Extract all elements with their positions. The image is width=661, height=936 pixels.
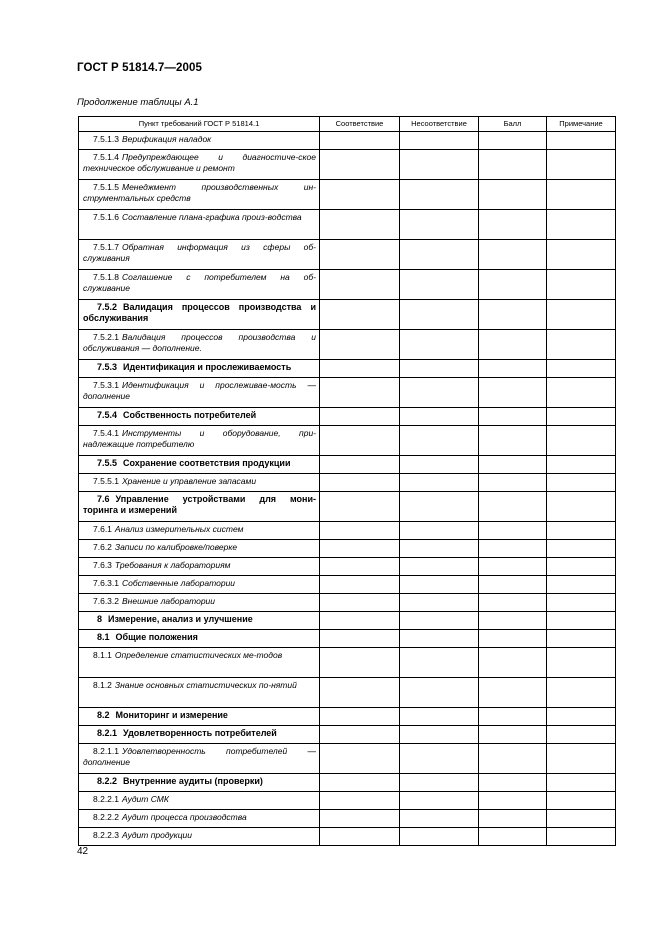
table-header-row: [79, 117, 616, 132]
requirement-text: Валидация процессов производства и обслуживания: [83, 302, 316, 323]
requirement-cell: [79, 540, 320, 558]
requirement-number: 7.6.3.2: [93, 596, 119, 606]
requirement-cell: [79, 522, 320, 540]
note-cell: [547, 240, 616, 270]
requirement-number: 7.5.2.1: [93, 332, 119, 342]
note-cell: [547, 708, 616, 726]
requirement-cell: [79, 474, 320, 492]
conformity-cell: [320, 540, 400, 558]
conformity-cell: [320, 426, 400, 456]
nonconformity-cell: [400, 726, 479, 744]
table-row: [79, 708, 616, 726]
requirement-text: Идентификация и прослеживае-мость — дополнение: [83, 380, 316, 401]
score-cell: [479, 792, 547, 810]
requirement-text: Идентификация и прослеживаемость: [123, 362, 292, 372]
table-row: [79, 378, 616, 408]
table-row: [79, 594, 616, 612]
requirement-number: 8.2.2.2: [93, 812, 119, 822]
requirement-cell: [79, 648, 320, 678]
requirement-text: Аудит СМК: [122, 794, 169, 804]
nonconformity-cell: [400, 744, 479, 774]
table-row: [79, 300, 616, 330]
note-cell: [547, 726, 616, 744]
note-cell: [547, 774, 616, 792]
note-cell: [547, 210, 616, 240]
nonconformity-cell: [400, 132, 479, 150]
table-row: [79, 132, 616, 150]
table-row: [79, 210, 616, 240]
score-cell: [479, 678, 547, 708]
score-cell: [479, 360, 547, 378]
requirement-number: 7.5.2: [97, 302, 118, 312]
requirement-number: 7.6.1: [93, 524, 112, 534]
note-cell: [547, 360, 616, 378]
requirement-cell: [79, 456, 320, 474]
nonconformity-cell: [400, 456, 479, 474]
requirement-number: 7.5.1.8: [93, 272, 119, 282]
requirement-text: Валидация процессов производства и обслуживания — дополнение.: [83, 332, 316, 353]
nonconformity-cell: [400, 810, 479, 828]
conformity-cell: [320, 576, 400, 594]
conformity-cell: [320, 648, 400, 678]
nonconformity-cell: [400, 330, 479, 360]
requirement-cell: [79, 270, 320, 300]
requirement-number: 7.5.4: [97, 410, 118, 420]
requirements-table-container: [78, 116, 616, 846]
requirement-number: 7.6.2: [93, 542, 112, 552]
requirement-number: 7.5.1.4: [93, 152, 119, 162]
score-cell: [479, 180, 547, 210]
table-row: [79, 612, 616, 630]
requirement-number: 7.6: [97, 494, 110, 504]
requirement-number: 8.2: [97, 710, 110, 720]
nonconformity-cell: [400, 540, 479, 558]
requirement-cell: [79, 300, 320, 330]
requirement-number: 7.5.1.7: [93, 242, 119, 252]
nonconformity-cell: [400, 576, 479, 594]
requirement-number: 8.2.1.1: [93, 746, 119, 756]
requirement-text: Записи по калибровке/поверке: [114, 542, 238, 552]
nonconformity-cell: [400, 426, 479, 456]
requirement-text: Верификация наладок: [122, 134, 212, 144]
table-row: [79, 792, 616, 810]
score-cell: [479, 744, 547, 774]
nonconformity-cell: [400, 408, 479, 426]
score-cell: [479, 774, 547, 792]
score-cell: [479, 300, 547, 330]
column-header-requirement: Пункт требований ГОСТ Р 51814.1: [79, 117, 320, 132]
score-cell: [479, 456, 547, 474]
requirement-cell: [79, 774, 320, 792]
conformity-cell: [320, 378, 400, 408]
note-cell: [547, 300, 616, 330]
table-row: [79, 426, 616, 456]
requirement-cell: [79, 576, 320, 594]
conformity-cell: [320, 810, 400, 828]
note-cell: [547, 576, 616, 594]
note-cell: [547, 612, 616, 630]
conformity-cell: [320, 150, 400, 180]
requirement-number: 7.6.3.1: [93, 578, 119, 588]
nonconformity-cell: [400, 150, 479, 180]
conformity-cell: [320, 708, 400, 726]
table-row: [79, 648, 616, 678]
nonconformity-cell: [400, 180, 479, 210]
conformity-cell: [320, 774, 400, 792]
score-cell: [479, 726, 547, 744]
note-cell: [547, 792, 616, 810]
table-row: [79, 576, 616, 594]
requirement-number: 8.2.2.3: [93, 830, 119, 840]
requirement-text: Составление плана-графика произ-водства: [122, 212, 302, 222]
note-cell: [547, 630, 616, 648]
conformity-cell: [320, 408, 400, 426]
requirement-cell: [79, 678, 320, 708]
score-cell: [479, 828, 547, 846]
note-cell: [547, 270, 616, 300]
requirement-cell: [79, 378, 320, 408]
requirement-text: Внутренние аудиты (проверки): [123, 776, 263, 786]
requirement-text: Соглашение с потребителем на об-служивание: [83, 272, 316, 293]
note-cell: [547, 330, 616, 360]
conformity-cell: [320, 300, 400, 330]
table-row: [79, 360, 616, 378]
note-cell: [547, 408, 616, 426]
note-cell: [547, 522, 616, 540]
note-cell: [547, 150, 616, 180]
note-cell: [547, 558, 616, 576]
conformity-cell: [320, 612, 400, 630]
conformity-cell: [320, 792, 400, 810]
requirement-text: Собственность потребителей: [123, 410, 257, 420]
conformity-cell: [320, 270, 400, 300]
nonconformity-cell: [400, 630, 479, 648]
nonconformity-cell: [400, 594, 479, 612]
requirement-cell: [79, 492, 320, 522]
score-cell: [479, 474, 547, 492]
table-row: [79, 774, 616, 792]
requirement-text: Удовлетворенность потребителей: [123, 728, 277, 738]
score-cell: [479, 630, 547, 648]
nonconformity-cell: [400, 270, 479, 300]
requirement-cell: [79, 558, 320, 576]
requirement-number: 7.5.1.6: [93, 212, 119, 222]
requirement-text: Управление устройствами для мони-торинга и измерений: [83, 494, 316, 515]
note-cell: [547, 456, 616, 474]
score-cell: [479, 270, 547, 300]
nonconformity-cell: [400, 558, 479, 576]
conformity-cell: [320, 210, 400, 240]
nonconformity-cell: [400, 360, 479, 378]
conformity-cell: [320, 828, 400, 846]
score-cell: [479, 612, 547, 630]
requirement-number: 7.5.4.1: [93, 428, 119, 438]
requirement-text: Измерение, анализ и улучшение: [108, 614, 253, 624]
conformity-cell: [320, 630, 400, 648]
conformity-cell: [320, 330, 400, 360]
score-cell: [479, 648, 547, 678]
requirement-cell: [79, 708, 320, 726]
requirement-cell: [79, 726, 320, 744]
requirement-number: 8.2.2.1: [93, 794, 119, 804]
table-row: [79, 408, 616, 426]
score-cell: [479, 576, 547, 594]
score-cell: [479, 594, 547, 612]
requirement-text: Аудит процесса производства: [122, 812, 247, 822]
table-row: [79, 330, 616, 360]
score-cell: [479, 522, 547, 540]
note-cell: [547, 648, 616, 678]
score-cell: [479, 426, 547, 456]
requirement-cell: [79, 240, 320, 270]
requirement-text: Обратная информация из сферы об-служивания: [83, 242, 316, 263]
column-header-nonconformity: Несоответствие: [400, 117, 479, 132]
requirements-table: [78, 116, 616, 846]
nonconformity-cell: [400, 522, 479, 540]
nonconformity-cell: [400, 378, 479, 408]
note-cell: [547, 426, 616, 456]
requirement-cell: [79, 150, 320, 180]
nonconformity-cell: [400, 300, 479, 330]
nonconformity-cell: [400, 678, 479, 708]
requirement-text: Менеджмент производственных ин-струментальных средств: [83, 182, 316, 203]
document-title: ГОСТ Р 51814.7—2005: [77, 62, 202, 74]
requirement-number: 8.1: [97, 632, 110, 642]
score-cell: [479, 540, 547, 558]
requirement-text: Внешние лаборатории: [122, 596, 216, 606]
requirement-cell: [79, 408, 320, 426]
requirement-text: Инструменты и оборудование, при-надлежащие потребителю: [83, 428, 316, 449]
requirement-cell: [79, 792, 320, 810]
note-cell: [547, 378, 616, 408]
requirement-cell: [79, 132, 320, 150]
nonconformity-cell: [400, 828, 479, 846]
conformity-cell: [320, 132, 400, 150]
score-cell: [479, 492, 547, 522]
conformity-cell: [320, 360, 400, 378]
score-cell: [479, 240, 547, 270]
requirement-number: 7.6.3: [93, 560, 112, 570]
nonconformity-cell: [400, 792, 479, 810]
requirement-cell: [79, 594, 320, 612]
nonconformity-cell: [400, 708, 479, 726]
conformity-cell: [320, 522, 400, 540]
score-cell: [479, 330, 547, 360]
requirement-number: 7.5.1.3: [93, 134, 119, 144]
requirement-cell: [79, 612, 320, 630]
requirement-number: 7.5.5: [97, 458, 118, 468]
conformity-cell: [320, 474, 400, 492]
conformity-cell: [320, 744, 400, 774]
requirement-text: Мониторинг и измерение: [115, 710, 228, 720]
requirement-text: Аудит продукции: [122, 830, 193, 840]
conformity-cell: [320, 726, 400, 744]
requirement-cell: [79, 744, 320, 774]
note-cell: [547, 810, 616, 828]
requirement-number: 8.1.1: [93, 650, 112, 660]
conformity-cell: [320, 240, 400, 270]
nonconformity-cell: [400, 474, 479, 492]
requirement-text: Предупреждающее и диагностиче-ское техническое обслуживание и ремонт: [83, 152, 316, 173]
nonconformity-cell: [400, 774, 479, 792]
score-cell: [479, 558, 547, 576]
nonconformity-cell: [400, 648, 479, 678]
note-cell: [547, 132, 616, 150]
column-header-score: Балл: [479, 117, 547, 132]
score-cell: [479, 210, 547, 240]
score-cell: [479, 810, 547, 828]
requirement-number: 7.5.3.1: [93, 380, 119, 390]
table-row: [79, 726, 616, 744]
table-row: [79, 150, 616, 180]
score-cell: [479, 708, 547, 726]
page-number: 42: [77, 846, 89, 857]
score-cell: [479, 150, 547, 180]
conformity-cell: [320, 558, 400, 576]
conformity-cell: [320, 678, 400, 708]
table-row: [79, 828, 616, 846]
score-cell: [479, 408, 547, 426]
requirement-text: Общие положения: [115, 632, 198, 642]
requirement-text: Знание основных статистических по-нятий: [114, 680, 297, 690]
note-cell: [547, 540, 616, 558]
table-row: [79, 474, 616, 492]
requirement-cell: [79, 810, 320, 828]
note-cell: [547, 492, 616, 522]
column-header-note: Примечание: [547, 117, 616, 132]
score-cell: [479, 378, 547, 408]
note-cell: [547, 474, 616, 492]
table-row: [79, 558, 616, 576]
table-row: [79, 522, 616, 540]
nonconformity-cell: [400, 240, 479, 270]
table-row: [79, 492, 616, 522]
conformity-cell: [320, 594, 400, 612]
requirement-cell: [79, 630, 320, 648]
requirement-number: 8.2.2: [97, 776, 118, 786]
requirement-cell: [79, 828, 320, 846]
requirement-number: 8: [97, 614, 103, 624]
nonconformity-cell: [400, 210, 479, 240]
requirement-text: Требования к лабораториям: [114, 560, 231, 570]
nonconformity-cell: [400, 612, 479, 630]
table-row: [79, 744, 616, 774]
note-cell: [547, 678, 616, 708]
note-cell: [547, 744, 616, 774]
note-cell: [547, 180, 616, 210]
requirement-cell: [79, 210, 320, 240]
requirement-number: 7.5.3: [97, 362, 118, 372]
requirement-cell: [79, 360, 320, 378]
requirement-text: Сохранение соответствия продукции: [123, 458, 291, 468]
requirement-cell: [79, 330, 320, 360]
requirement-text: Собственные лаборатории: [122, 578, 236, 588]
requirement-cell: [79, 180, 320, 210]
requirement-cell: [79, 426, 320, 456]
table-row: [79, 540, 616, 558]
requirement-number: 7.5.5.1: [93, 476, 119, 486]
score-cell: [479, 132, 547, 150]
requirement-text: Удовлетворенность потребителей — дополнение: [83, 746, 316, 767]
table-row: [79, 678, 616, 708]
requirement-text: Определение статистических ме-тодов: [114, 650, 283, 660]
conformity-cell: [320, 456, 400, 474]
requirement-text: Анализ измерительных систем: [114, 524, 244, 534]
nonconformity-cell: [400, 492, 479, 522]
requirement-number: 7.5.1.5: [93, 182, 119, 192]
requirement-number: 8.2.1: [97, 728, 118, 738]
table-row: [79, 180, 616, 210]
table-row: [79, 810, 616, 828]
conformity-cell: [320, 492, 400, 522]
requirement-number: 8.1.2: [93, 680, 112, 690]
column-header-conformity: Соответствие: [320, 117, 400, 132]
table-row: [79, 630, 616, 648]
note-cell: [547, 828, 616, 846]
note-cell: [547, 594, 616, 612]
table-body: [79, 132, 616, 846]
table-caption: Продолжение таблицы А.1: [77, 97, 199, 108]
requirement-text: Хранение и управление запасами: [122, 476, 257, 486]
table-row: [79, 270, 616, 300]
table-row: [79, 240, 616, 270]
conformity-cell: [320, 180, 400, 210]
table-row: [79, 456, 616, 474]
